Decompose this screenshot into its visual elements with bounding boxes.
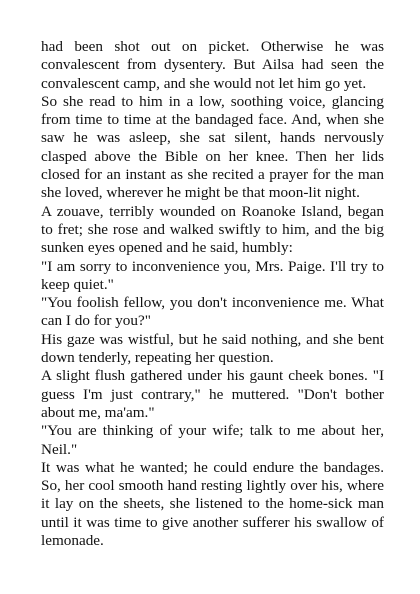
paragraph: "You are thinking of your wife; talk to me about her, Neil." bbox=[41, 422, 384, 458]
paragraph: It was what he wanted; he could endure the bandages. So, her cool smooth hand resting lightly over his, where it lay on the sheets, she listened to the home-sick man until it was time to give another sufferer his swallow of lemonade. bbox=[41, 458, 384, 550]
page-body bbox=[41, 38, 384, 550]
paragraph: "You foolish fellow, you don't inconvenience me. What can I do for you?" bbox=[41, 294, 384, 330]
paragraph: A zouave, terribly wounded on Roanoke Island, began to fret; she rose and walked swiftly to him, and the big sunken eyes opened and he said, humbly: bbox=[41, 202, 384, 257]
paragraph: "I am sorry to inconvenience you, Mrs. Paige. I'll try to keep quiet." bbox=[41, 257, 384, 293]
paragraph: So she read to him in a low, soothing voice, glancing from time to time at the bandaged face. And, when she saw he was asleep, she sat silent, hands nervously clasped above the Bible on her knee. Then her lids closed for an instant as she recited a prayer for the man she loved, wherever he might be that moon-lit night. bbox=[41, 92, 384, 202]
paragraph: A slight flush gathered under his gaunt cheek bones. "I guess I'm just contrary," he muttered. "Don't bother about me, ma'am." bbox=[41, 367, 384, 421]
paragraph: had been shot out on picket. Otherwise he was convalescent from dysentery. But Ailsa had seen the convalescent camp, and she would not let him go yet. bbox=[41, 38, 384, 92]
paragraph: His gaze was wistful, but he said nothing, and she bent down tenderly, repeating her question. bbox=[41, 330, 384, 367]
